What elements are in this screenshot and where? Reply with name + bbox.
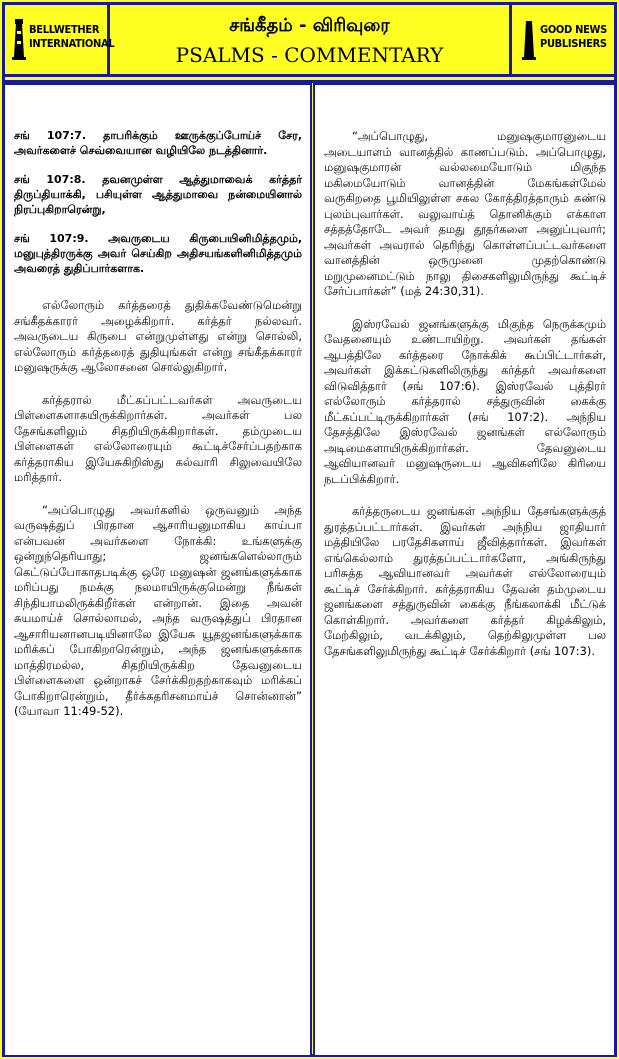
commentary-paragraph: எல்லோரும் கர்த்தரைத் துதிக்கவேண்டுமென்று சங்கீதக்காரர் அழைக்கிறார். கர்த்தர் நல்லவர். அவருடைய கிருபை என்றுமுள்ளது என்று சொல்லி, எல்லோரும் கர்த்தரைத் துதியுங்கள் என்று சங்கீதக்காரர் மனுஷருக்கு ஆலோசனை சொல்லுகிறார். (14, 298, 302, 374)
verse-text: சங் 107:7. தாபரிக்கும் ஊருக்குப்போய்ச் சேர, அவர்களைச் செவ்வையான வழியிலே நடத்தினார். (14, 129, 302, 157)
page-title-english: PSALMS - COMMENTARY (175, 43, 444, 67)
commentary-paragraph: கர்த்தரால் மீட்கப்பட்டவர்கள் அவருடைய பிள்ளைகளாகயிருக்கிறார்கள். அவர்கள் பல தேசங்களிலும் சிதறியிருக்கிறார்கள். தம்முடைய பிள்ளைகள் எல்லோரையும் கூட்டிச்சேர்ப்பதற்காக கர்த்தராகிய இயேசுகிறிஸ்து கல்வாரி சிலுவையிலே மரித்தார். (14, 392, 302, 484)
title-box (113, 5, 506, 74)
commentary-paragraph: “அப்பொழுது அவர்களில் ஒருவனும் அந்த வருஷத்துப் பிரதான ஆசாரியனுமாகிய காய்பா என்பவன் அவர்களை நோக்கி: உங்களுக்கு ஒன்றுந்தெரியாது; ஜனங்களெல்லாரும் கெட்டுப்போகாதபடிக்கு ஒரே மனுஷன் ஜனங்களுக்காக மரிப்பது நமக்கு நலமாயிருக்குமென்று நீங்கள் சிந்தியாமலிருக்கிறீர்கள் என்றான். இதை அவன் சுயமாய்ச் சொல்லாமல், அந்த வருஷத்துப் பிரதான ஆசாரியனானபடியினாலே இயேசு யூதஜனங்களுக்காக மரிக்கப் போகிறாரென்றும், அந்த ஜனங்களுக்காக மாத்திரமல்ல, சிதறியிருக்கிற தேவனுடைய பிள்ளைகளை ஒன்றாகச் சேர்க்கிறதற்காகவும் மரிக்கப் போகிறாரென்றும், தீர்க்கதரிசனமாய்ச் சொன்னான்” (யோவா 11:49-52). (14, 502, 302, 718)
content-area (5, 80, 614, 1054)
header (5, 5, 614, 77)
page-title-tamil: சங்கீதம் - விரிவுரை (229, 15, 390, 36)
commentary-paragraph: “அப்பொழுது, மனுஷகுமாரனுடைய அடையாளம் வானத்தில் காணப்படும். அப்பொழுது, மனுஷகுமாரன் வல்லமையோடும் மிகுந்த மகிமையோடும் வானத்தின் மேகங்கள்மேல் வருகிறதை பூமியிலுள்ள சகல கோத்திரத்தாரும் கண்டு புலம்புவார்கள். வலுவாய்த் தொனிக்கும் எக்காள சத்தத்தோடே அவர் தமது தூதர்களை அனுப்புவார்; அவர்கள் அவரால் தெரிந்து கொள்ளப்பட்டவர்களை வானத்தின் ஒருமுனை முதற்கொண்டு மறுமுனைமட்டும் நாலு திசைகளிலுமிருந்து கூட்டிச் சேர்ப்பார்கள்” (மத் 24:30,31). (324, 129, 606, 298)
lighthouse-icon (11, 17, 27, 61)
page-frame (2, 2, 617, 1057)
publisher-logo-right (509, 5, 614, 74)
right-column (313, 83, 614, 1057)
verse-text: சங் 107:8. தவனமுள்ள ஆத்துமாவைக் கர்த்தர் திருப்தியாக்கி, பசியுள்ள ஆத்துமாவை நன்மையினால் நிரப்புகிறாரென்று, (14, 173, 302, 216)
commentary-paragraph: இஸ்ரவேல் ஜனங்களுக்கு மிகுந்த நெருக்கமும் வேதனையும் உண்டாயிற்று. அவர்கள் தங்கள் ஆபத்திலே கர்த்தரை நோக்கிக் கூப்பிட்டார்கள், அவர்கள் இக்கட்டுகளிலிருந்து கர்த்தர் அவர்களை விடுவித்தார் (சங் 107:6). இஸ்ரவேல் புத்திரர் எல்லோரும் கர்த்தரால் சத்துருவின் கைக்கு மீட்கப்பட்டிருக்கிறார்கள் (சங் 107:2). அந்நிய தேசத்திலே இஸ்ரவேல் ஜனங்கள் எல்லோரும் அடிமைகளாயிருக்கிறார்கள். தேவனுடைய ஆவியானவர் மனுஷருடைய ஆவிகளிலே கிரியை நடப்பிக்கிறார். (324, 316, 606, 486)
verse-text: சங் 107:9. அவருடைய கிருபையினிமித்தமும், மனுபுத்திரருக்கு அவர் செய்கிற அதிசயங்களினிமித்தமும் அவரைத் துதிப்பார்களாக. (14, 232, 302, 275)
logo-text-left: BELLWETHER INTERNATIONAL (29, 23, 115, 50)
publisher-logo-left (5, 5, 115, 74)
book-stack-icon (520, 17, 538, 61)
logo-text-right: GOOD NEWS PUBLISHERS (540, 23, 607, 50)
left-column (5, 83, 312, 1057)
commentary-paragraph: கர்த்தருடைய ஜனங்கள் அந்நிய தேசங்களுக்குத் துரத்தப்பட்டார்கள். இவர்கள் அந்நிய ஜாதியார் மத்தியிலே பரதேசிகளாய் ஜீவித்தார்கள். இவர்கள் எங்கெல்லாம் துரத்தப்பட்டார்களோ, அங்கிருந்து பரிசுத்த ஆவியானவர் அவர்கள் எல்லோரையும் கூட்டிச் சேர்க்கிறார். கர்த்தராகிய தேவன் தம்முடைய ஜனங்களை சத்துருவின் கைக்கு நீங்கலாக்கி மீட்டுக் கொள்கிறார். அவர்களை கர்த்தர் கிழக்கிலும், மேற்கிலும், வடக்கிலும், தெற்கிலுமுள்ள பல தேசங்களிலுமிருந்து கூட்டிச் சேர்க்கிறார் (சங் 107:3). (324, 504, 606, 658)
